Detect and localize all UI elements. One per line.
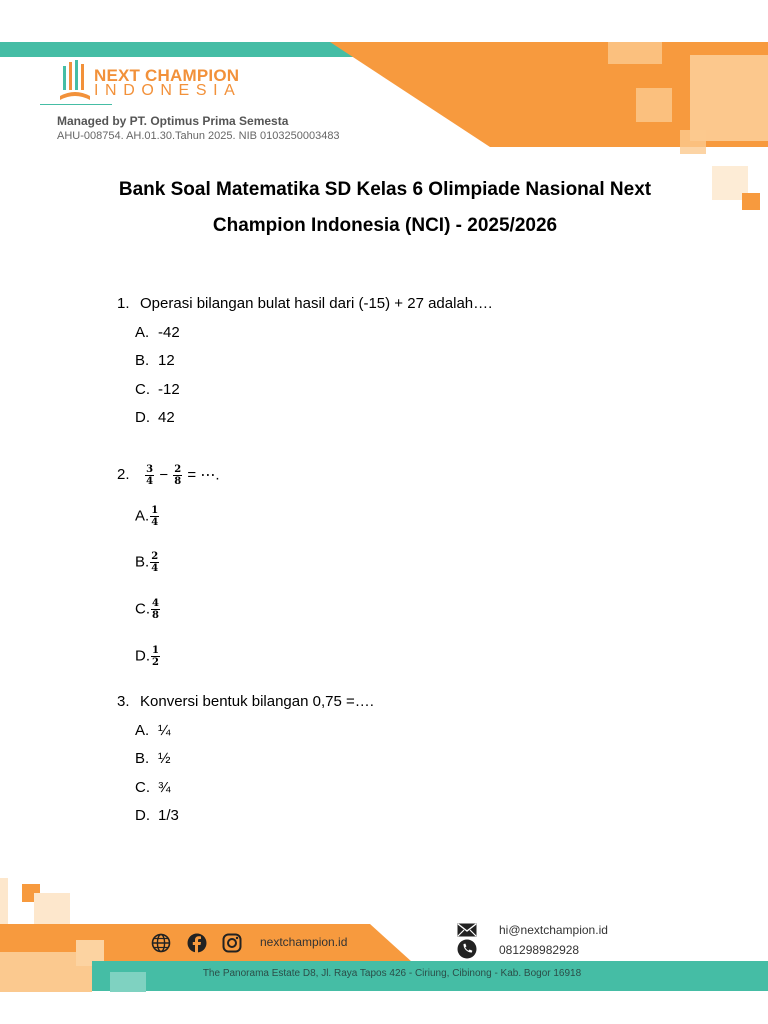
footer-address: The Panorama Estate D8, Jl. Raya Tapos 426 - Ciriung, Cibinong - Kab. Bogor 16918: [202, 968, 582, 979]
globe-icon[interactable]: [151, 933, 171, 953]
option-label: D.: [135, 647, 150, 665]
option: [135, 779, 171, 796]
option-label: A.: [135, 507, 150, 525]
denominator: 8: [174, 476, 182, 487]
legal-registration: AHU-008754. AH.01.30.Tahun 2025. NIB 0103250003483: [57, 130, 340, 142]
denominator: 8: [152, 610, 159, 621]
option: [135, 324, 180, 341]
option: [135, 722, 171, 739]
option-text: ¼: [158, 722, 171, 739]
logo-icon: [60, 58, 90, 110]
option-text: -42: [158, 324, 180, 341]
option: [135, 598, 161, 621]
numerator: 1: [152, 645, 159, 656]
option: [135, 551, 160, 574]
managed-by: Managed by PT. Optimus Prima Semesta: [57, 114, 289, 128]
question-text: Operasi bilangan bulat hasil dari (-15) + 27 adalah….: [140, 295, 493, 312]
option-text: 1/3: [158, 807, 179, 824]
option-label: D.: [135, 409, 150, 426]
instagram-icon[interactable]: [222, 933, 242, 953]
option: [135, 807, 179, 824]
website-link[interactable]: nextchampion.id: [260, 935, 348, 949]
question-number: 1.: [117, 295, 130, 312]
option-text: ½: [158, 750, 171, 767]
fraction: [151, 645, 160, 668]
page-title: [100, 172, 670, 244]
option: [135, 381, 180, 398]
fraction: [150, 505, 159, 528]
logo-underline: [40, 104, 112, 105]
decor-square: [0, 878, 8, 926]
fraction: [145, 464, 154, 487]
decor-square: [742, 193, 760, 210]
question-1: [117, 295, 492, 312]
question-2: [117, 464, 220, 487]
numerator: 4: [152, 598, 159, 609]
minus-operator: −: [159, 466, 169, 484]
email-link[interactable]: hi@nextchampion.id: [499, 923, 608, 937]
numerator: 2: [174, 464, 182, 475]
option-label: B.: [135, 750, 150, 767]
question-3: [117, 693, 374, 710]
option-label: B.: [135, 352, 150, 369]
phone-icon: [457, 939, 477, 959]
logo-text-line2: INDONESIA: [94, 82, 242, 99]
option-label: D.: [135, 807, 150, 824]
decor-square: [636, 88, 672, 122]
fraction: [150, 551, 159, 574]
option: [135, 352, 175, 369]
option-text: 12: [158, 352, 175, 369]
decor-square: [608, 42, 662, 64]
option-text: -12: [158, 381, 180, 398]
option-label: C.: [135, 779, 150, 796]
option: [135, 750, 171, 767]
question-text: Konversi bentuk bilangan 0,75 =….: [140, 693, 374, 710]
numerator: 2: [151, 551, 159, 562]
question-number: 2.: [117, 466, 130, 484]
option-label: A.: [135, 722, 150, 739]
phone-number: 081298982928: [499, 943, 580, 957]
facebook-icon[interactable]: [187, 933, 207, 953]
question-number: 3.: [117, 693, 130, 710]
decor-square: [690, 55, 768, 141]
option-label: C.: [135, 600, 150, 618]
expression-tail: = ⋯.: [187, 466, 220, 484]
decor-square: [34, 893, 70, 927]
numerator: 1: [151, 505, 159, 516]
option: [135, 645, 161, 668]
denominator: 4: [151, 563, 159, 574]
option: [135, 409, 175, 426]
option-text: ¾: [158, 779, 171, 796]
option: [135, 505, 160, 528]
option-text: 42: [158, 409, 175, 426]
fraction: [151, 598, 160, 621]
option-label: B.: [135, 553, 150, 571]
denominator: 4: [151, 517, 159, 528]
title-line-2: Champion Indonesia (NCI) - 2025/2026: [212, 215, 558, 236]
denominator: 2: [152, 657, 159, 668]
fraction: [173, 464, 182, 487]
mail-icon: [457, 923, 477, 937]
logo-text-line1: NEXT CHAMPION: [94, 66, 240, 85]
option-label: C.: [135, 381, 150, 398]
decor-square: [680, 130, 706, 154]
numerator: 3: [146, 464, 154, 475]
denominator: 4: [146, 476, 154, 487]
option-label: A.: [135, 324, 150, 341]
title-line-1: Bank Soal Matematika SD Kelas 6 Olimpiade Nasional Next: [118, 179, 652, 200]
